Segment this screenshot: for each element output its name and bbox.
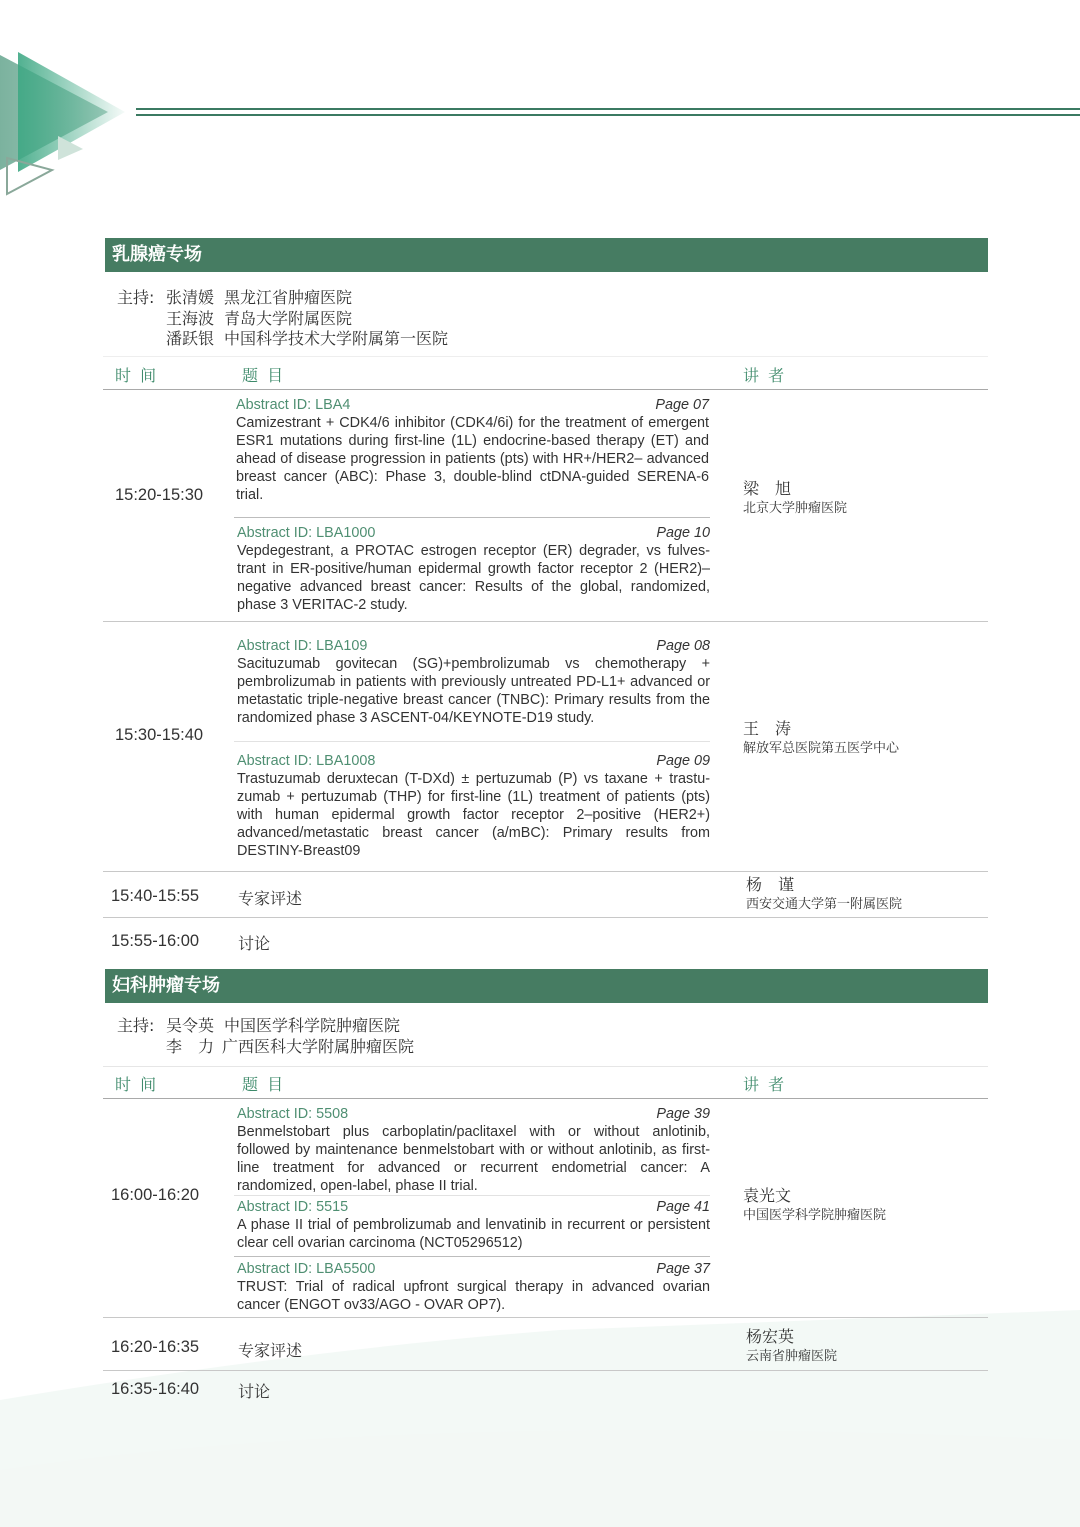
abstract-page: Page 07: [655, 397, 709, 413]
speaker-name: 袁光文: [743, 1186, 792, 1205]
abstract-item: [237, 752, 710, 860]
session-time: 15:30-15:40: [115, 726, 204, 744]
abstract-id: Abstract ID: LBA1008: [237, 753, 376, 769]
speaker-name: 梁 旭: [743, 479, 792, 498]
speaker: [743, 479, 847, 519]
chair-label: 主持:: [117, 1016, 155, 1035]
abstract-item: [237, 637, 710, 727]
abstract-id: Abstract ID: 5508: [237, 1106, 349, 1122]
chair-name: 王海波: [166, 308, 215, 328]
header-rule: [136, 114, 1080, 116]
column-header-speaker: 讲 者: [743, 366, 787, 385]
abstract-page: Page 08: [656, 638, 710, 654]
speaker-name: 杨宏英: [746, 1327, 795, 1346]
header-decoration: [0, 0, 1080, 230]
session-chairs: [117, 288, 448, 350]
background-landscape-image: [0, 1290, 1080, 1527]
abstract-item: [237, 1105, 710, 1195]
divider: [103, 389, 988, 390]
speaker-name: 王 涛: [743, 719, 792, 738]
abstract-title: Sacituzumab govitecan (SG)+pembrolizumab vs chemotherapy + pembrolizumab in patients with previously untreated PD-L1+ advanced or metastatic triple-negative breast cancer (TNBC): Primary results from the randomized phase 3 ASCENT-04/KEYNOTE-D19 study.: [237, 656, 710, 726]
speaker: [743, 719, 899, 759]
session-time: 16:35-16:40: [111, 1380, 200, 1398]
divider: [234, 1256, 710, 1257]
abstract-id: Abstract ID: LBA4: [236, 397, 351, 413]
chair-hospital: 广西医科大学附属肿瘤医院: [222, 1036, 415, 1056]
abstract-title: Camizestrant + CDK4/6 inhibitor (CDK4/6i) for the treatment of emergent ESR1 mutations during first-line (1L) endocrine-based therapy (ET) and ahead of disease progression in patients (pts) with HR+/HER2– advanced breast cancer (ABC): Phase 3, double-blind ctDNA-guided SERENA-6 trial.: [236, 415, 709, 503]
divider: [234, 1195, 710, 1196]
column-header-topic: 题 目: [242, 1075, 286, 1094]
session-time: 15:20-15:30: [115, 486, 204, 504]
divider: [234, 741, 710, 742]
column-header-time: 时 间: [115, 366, 159, 385]
abstract-title: A phase II trial of pembrolizumab and lenvatinib in recurrent or persistent clear cell ovarian carcinoma (NCT05296512): [237, 1217, 710, 1251]
chair-label: 主持:: [117, 288, 155, 307]
abstract-page: Page 37: [656, 1261, 710, 1277]
abstract-item: [236, 396, 709, 504]
speaker-hospital: 解放军总医院第五医学中心: [743, 741, 900, 756]
chair-name: 潘跃银: [166, 329, 215, 348]
session-topic: 专家评述: [238, 1341, 303, 1360]
session-title-bar: 妇科肿瘤专场: [105, 969, 988, 1003]
divider: [103, 621, 988, 622]
chair-name: 张清媛: [166, 288, 215, 307]
speaker: [746, 1327, 837, 1367]
abstract-item: [237, 1198, 710, 1252]
session-time: 15:40-15:55: [111, 887, 200, 905]
abstract-title: Benmelstobart plus carboplatin/paclitaxel with or without anlotinib, followed by maintenance benmelstobart with or without anlotinib, as first-line treatment for advanced or recurrent endometrial cancer: A randomized, open-label, phase II trial.: [237, 1124, 710, 1194]
session-time: 16:20-16:35: [111, 1338, 200, 1356]
abstract-item: [237, 524, 710, 614]
speaker-hospital: 中国医学科学院肿瘤医院: [743, 1208, 887, 1223]
divider: [103, 871, 988, 872]
abstract-title: TRUST: Trial of radical upfront surgical therapy in advanced ovarian cancer (ENGOT ov33/AGO - OVAR OP7).: [237, 1279, 710, 1313]
divider: [234, 517, 710, 518]
column-header-time: 时 间: [115, 1075, 159, 1094]
speaker-hospital: 西安交通大学第一附属医院: [746, 897, 903, 912]
divider: [103, 1098, 988, 1099]
chair-hospital: 中国医学科学院肿瘤医院: [224, 1016, 401, 1035]
divider: [103, 1317, 988, 1318]
chair-hospital: 中国科学技术大学附属第一医院: [224, 329, 449, 348]
divider: [103, 1370, 988, 1371]
abstract-title: Vepdegestrant, a PROTAC estrogen receptor (ER) degrader, vs fulves-trant in ER-positive/human epidermal growth factor receptor 2 (HER2)–negative advanced breast cancer: Results of the global, randomized, phase 3 VERITAC-2 study.: [237, 543, 710, 613]
abstract-page: Page 09: [656, 753, 710, 769]
speaker: [743, 1186, 886, 1226]
abstract-id: Abstract ID: LBA5500: [237, 1261, 376, 1277]
divider: [103, 356, 988, 357]
session-topic: 专家评述: [238, 889, 303, 908]
session-chairs: [117, 1016, 414, 1057]
speaker-hospital: 云南省肿瘤医院: [746, 1349, 838, 1364]
session-time: 15:55-16:00: [111, 932, 200, 950]
header-rule: [136, 108, 1080, 110]
session-time: 16:00-16:20: [111, 1186, 200, 1204]
column-header-topic: 题 目: [242, 366, 286, 385]
abstract-page: Page 39: [656, 1106, 710, 1122]
abstract-id: Abstract ID: LBA1000: [237, 525, 376, 541]
chair-name: 李 力: [166, 1036, 215, 1056]
chair-hospital: 黑龙江省肿瘤医院: [224, 288, 353, 307]
chair-name: 吴令英: [166, 1016, 215, 1035]
abstract-item: [237, 1260, 710, 1314]
triangle-outline-shape: [7, 158, 52, 194]
abstract-title: Trastuzumab deruxtecan (T-DXd) ± pertuzumab (P) vs taxane + trastu-zumab + pertuzumab (THP) for first-line (1L) treatment of patients (pts) with human epidermal growth factor receptor 2–positive (HER2+) advanced/metastatic breast cancer (a/mBC): Primary results from DESTINY-Breast09: [237, 771, 710, 859]
divider: [103, 917, 988, 918]
speaker-name: 杨 谨: [746, 875, 795, 894]
abstract-id: Abstract ID: LBA109: [237, 638, 368, 654]
speaker: [746, 875, 902, 915]
chair-hospital: 青岛大学附属医院: [224, 308, 353, 328]
speaker-hospital: 北京大学肿瘤医院: [743, 501, 848, 516]
column-header-speaker: 讲 者: [743, 1075, 787, 1094]
abstract-page: Page 41: [656, 1199, 710, 1215]
session-topic: 讨论: [238, 934, 271, 953]
session-title-bar: 乳腺癌专场: [105, 238, 988, 272]
divider: [103, 1066, 988, 1067]
abstract-page: Page 10: [656, 525, 710, 541]
session-topic: 讨论: [238, 1382, 271, 1401]
abstract-id: Abstract ID: 5515: [237, 1199, 349, 1215]
